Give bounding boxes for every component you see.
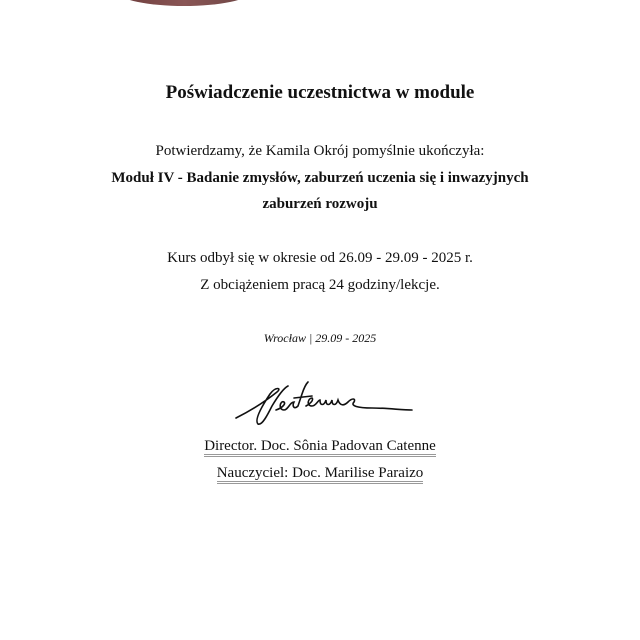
director-name: Director. Doc. Sônia Padovan Catenne bbox=[204, 438, 436, 457]
director-line bbox=[0, 438, 640, 457]
header-decoration bbox=[118, 0, 250, 6]
confirmation-text: Potwierdzamy, że Kamila Okrój pomyślnie ukończyła: bbox=[155, 143, 485, 159]
module-name-line2: zaburzeń rozwoju bbox=[262, 196, 378, 212]
place-date: Wrocław | 29.09 - 2025 bbox=[263, 331, 377, 345]
teacher-name: Nauczyciel: Doc. Marilise Paraizo bbox=[217, 465, 424, 484]
teacher-line bbox=[0, 465, 640, 484]
certificate-title: Poświadczenie uczestnictwa w module bbox=[165, 82, 475, 103]
course-workload: Z obciążeniem pracą 24 godziny/lekcje. bbox=[200, 277, 440, 293]
module-name-line1: Moduł IV - Badanie zmysłów, zaburzeń uczenia się i inwazyjnych bbox=[111, 170, 529, 186]
course-period: Kurs odbył się w okresie od 26.09 - 29.09 - 2025 r. bbox=[167, 250, 473, 266]
signature-image bbox=[232, 380, 417, 430]
